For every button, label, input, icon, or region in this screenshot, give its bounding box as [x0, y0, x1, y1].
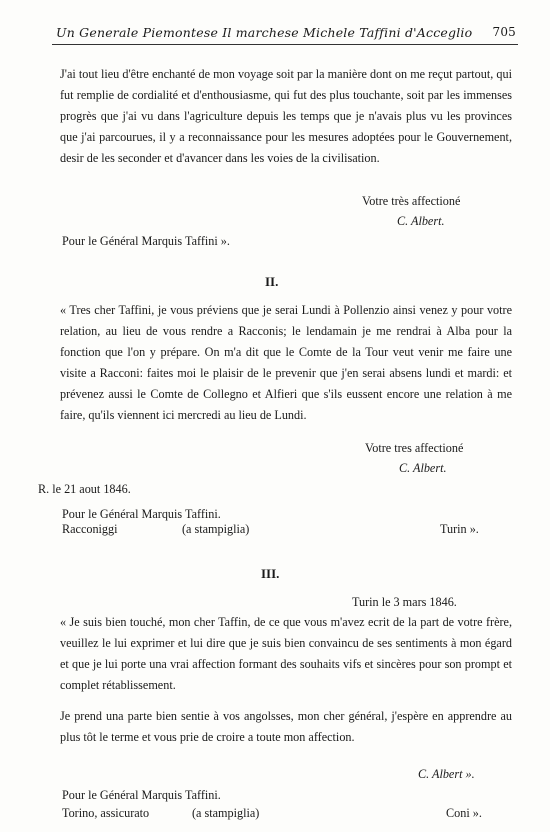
letter1-signature: C. Albert. — [397, 214, 445, 228]
letter2-body: « Tres cher Taffini, je vous préviens que je serai Lundi à Pollenzio ainsi venez y pour votre relation, au lieu de vous rendre a Racconis; le lendamain je me rendrai à Alba pour la fonction que l'on y prépare. On m'a dit que le Comte de la Tour veut venir me faire une visite a Racconi: faites moi le plaisir de le prevenir que j'en serai absens lundi et mardi: et prévenez aussi le Comte de Collegno et Alfieri que s'ils eussent encore une relation à me faire, qu'ils viennent ici mercredi au lieu de Lundi. — [60, 303, 512, 422]
letter3-address-line1: Pour le Général Marquis Taffini. — [62, 788, 221, 802]
letter1-closing: Votre très affectioné — [362, 194, 461, 208]
letter2-closing: Votre tres affectioné — [365, 441, 464, 455]
letter1-body: J'ai tout lieu d'être enchanté de mon voyage soit par la manière dont on me reçut partout, qui fut remplie de cordialité et d'enthousiasme, qui fut des plus touchante, soit par les immenses progrès que j'ai vu dans l'agriculture depuis les temps que je n'avais plus vu les provinces que j'ai parcourues, il y a reconnaissance pour les mesures adoptées pour le Gouvernement, desir de les seconder et d'avancer dans les voies de la civilisation. — [60, 67, 512, 165]
letter3-body-paragraph-2: Je prend una parte bien sentie à vos angolsses, mon cher général, j'espère en apprendre au plus tôt le terme et vous prie de croire a toute mon affection. — [60, 709, 512, 744]
letter3-signature: C. Albert ». — [418, 767, 475, 781]
letter1-address: Pour le Général Marquis Taffini ». — [62, 234, 230, 248]
letter2-address-line1: Pour le Général Marquis Taffini. — [62, 507, 221, 521]
letter3-body-paragraph-1: « Je suis bien touché, mon cher Taffin, de ce que vous m'avez ecrit de la part de votre frère, veuillez le lui exprimer et lui dire que je suis bien convaincu de ses sentiments à mon égard et que je lui porte una vrai affection formant des souhaits vifs et sincères pour son prompt et complet rétablissement. — [60, 615, 512, 692]
running-header — [52, 22, 518, 45]
page-number: 705 — [492, 25, 516, 39]
letter2-signature: C. Albert. — [399, 461, 447, 475]
letter3-address-city: Coni ». — [446, 806, 482, 820]
letter3-numeral: III. — [261, 566, 280, 581]
letter2-address-stamp: (a stampiglia) — [182, 522, 250, 536]
letter3-address-place: Torino, assicurato — [62, 806, 150, 820]
letter2-date: R. le 21 aout 1846. — [38, 482, 131, 496]
running-title: Un Generale Piemontese Il marchese Michele Taffini d'Acceglio — [56, 25, 473, 40]
letter2-address-city: Turin ». — [440, 522, 479, 536]
letter3-address-stamp: (a stampiglia) — [192, 806, 260, 820]
letter3-date: Turin le 3 mars 1846. — [352, 595, 457, 609]
letter2-address-place: Racconiggi — [62, 522, 118, 536]
letter2-numeral: II. — [265, 274, 279, 289]
